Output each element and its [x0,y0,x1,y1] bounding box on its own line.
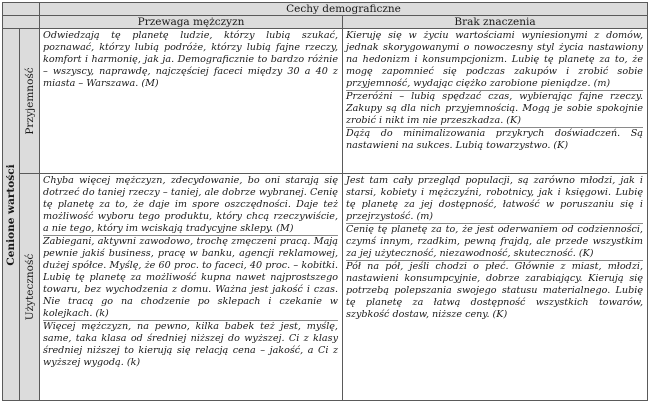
corner-cell-2 [3,16,40,29]
quote: Odwiedzają tę planetę ludzie, którzy lubią szukać, poznawać, którzy lubią podróże, którzy lubią fajne rzeczy, komfort i harmonię, jak ja. Demograficznie to bardzo różnie – wszyscy, naprawdę, najczęściej faceci między 30 a 40 z miasta – Warszawa. (M) [43,30,338,89]
header-male-majority: Przewaga mężczyzn [40,16,343,29]
side-label-pleasure-text: Przyjemność [23,67,36,135]
demographics-table [2,2,648,401]
corner-cell [3,3,40,16]
side-label-utility [20,174,40,401]
cell-utility-male [40,174,343,401]
quote: Cenię tę planetę za to, że jest oderwaniem od codzienności, czymś innym, rzadkim, pewną frajdą, ale przede wszystkim za jej użyteczność, niezawodność, skuteczność. (K) [346,224,643,259]
quote: Więcej mężczyzn, na pewno, kilka babek też jest, myślę, same, taka klasa od średniej niższej do wyższej. Ci z klasy średniej niższej to kierują się relacją cena – jakość, a Ci z wyższej wygodą. (k) [43,321,338,368]
quote: Przeróżni – lubią spędzać czas, wybierając fajne rzeczy. Zakupy są dla nich przyjemnością. Mogą je sobie spokojnie zrobić i nikt im nie przeszkadza. (K) [346,91,643,126]
header-no-significance: Brak znaczenia [343,16,648,29]
cell-utility-none [343,174,648,401]
quote: Zabiegani, aktywni zawodowo, trochę zmęczeni pracą. Mają pewnie jakiś business, pracę w banku, agencji reklamowej, dużej spółce. Myślę, że 60 proc. to faceci, 40 proc. – kobitki. Lubię tę planetę za możliwość kupna nawet najprostszego towaru, bez wychodzenia z domu. Ważna jest jakość i czas. Nie tracą go na chodzenie po sklepach i czekanie w kolejkach. (k) [43,236,338,319]
cell-pleasure-male [40,29,343,174]
side-label-valued-values-text: Cenione wartości [5,163,17,266]
side-label-pleasure [20,29,40,174]
side-label-valued-values [3,29,20,401]
quote: Chyba więcej mężczyzn, zdecydowanie, bo oni starają się dotrzeć do taniej rzeczy – taniej, ale dobrze wybranej. Cenię tę planetę za to, że daje im spore oszczędności. Daje też możliwość wyboru tego produktu, który chcą rzeczywiście, a nie tego, który im wciskają tradycyjne sklepy. (M) [43,175,338,234]
quote: Kieruję się w życiu wartościami wyniesionymi z domów, jednak skorygowanymi o nowoczesny styl życia nastawiony na hedonizm i konsumpcjonizm. Lubię tę planetę za to, że mogę zapomnieć się podczas zakupów i zrobić sobie przyjemność, wydając ciężko zarobione pieniądze. (m) [346,30,643,89]
side-label-utility-text: Użyteczność [23,253,36,321]
quote: Pół na pół, jeśli chodzi o płeć. Głównie z miast, młodzi, nastawieni konsumpcyjnie, dobrze zarabiający. Kierują się potrzebą polepszania swojego statusu materialnego. Lubię tę planetę za łatwą dostępność wszystkich towarów, szybkość dostaw, niższe ceny. (K) [346,261,643,320]
quote: Jest tam cały przegląd populacji, są zarówno młodzi, jak i starsi, kobiety i mężczyźni, robotnicy, jak i księgowi. Lubię tę planetę za jej dostępność, łatwość w poruszaniu się i przejrzystość. (m) [346,175,643,222]
cell-pleasure-none [343,29,648,174]
quote: Dążą do minimalizowania przykrych doświadczeń. Są nastawieni na sukces. Lubią towarzystwo. (K) [346,128,643,151]
header-demographic-features: Cechy demograficzne [40,3,648,16]
